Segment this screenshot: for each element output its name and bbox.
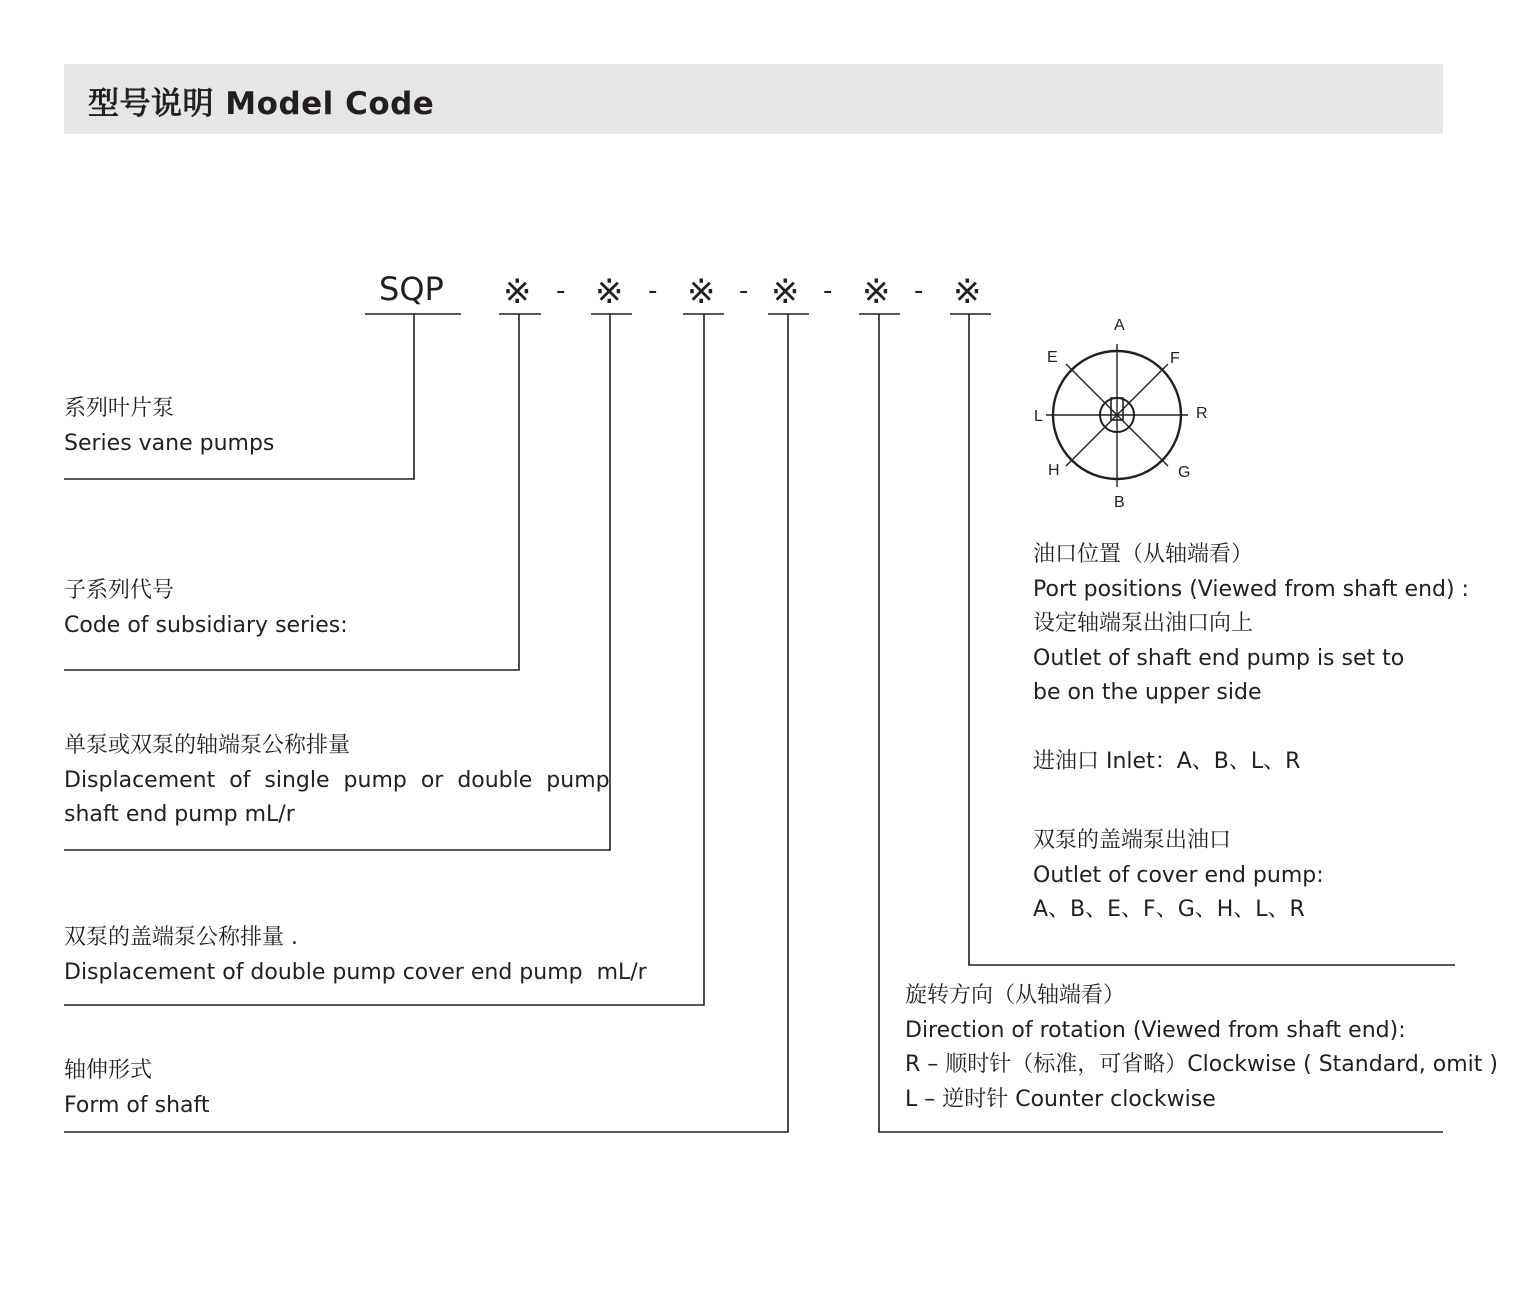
code-separator: - [823, 276, 833, 306]
port-label-l: L [1034, 408, 1043, 425]
code-separator: - [556, 276, 566, 306]
ports-cover-zh: 双泵的盖端泵出油口 [1033, 828, 1232, 853]
code-placeholder-5: ※ [862, 272, 891, 312]
field-series-zh: 系列叶片泵 [64, 396, 175, 421]
field-shaft-form [64, 1054, 209, 1123]
field-shaft-displacement-en1: Displacement of single pump or double pump [64, 767, 610, 793]
field-shaft-displacement-en2: shaft end pump mL/r [64, 802, 295, 827]
code-placeholder-6: ※ [953, 272, 982, 312]
port-label-a: A [1114, 317, 1125, 334]
ports-inlet: 进油口 Inlet：A、B、L、R [1033, 749, 1301, 774]
port-label-b: B [1114, 494, 1125, 511]
ports-cover-en: Outlet of cover end pump: [1033, 862, 1324, 888]
ports-cover-list: A、B、E、F、G、H、L、R [1033, 897, 1305, 922]
field-subsidiary-zh: 子系列代号 [64, 578, 175, 603]
field-rotation-r: R – 顺时针（标准，可省略）Clockwise ( Standard, omit ) [905, 1052, 1498, 1077]
code-placeholder-2: ※ [595, 272, 624, 312]
code-separator: - [914, 276, 924, 306]
section-title: 型号说明 Model Code [88, 86, 435, 122]
code-prefix: SQP [379, 270, 444, 308]
field-rotation-l: L – 逆时针 Counter clockwise [905, 1086, 1216, 1112]
field-series-en: Series vane pumps [64, 430, 275, 456]
port-label-r: R [1196, 405, 1208, 422]
field-rotation-zh: 旋转方向（从轴端看） [905, 983, 1126, 1008]
field-cover-displacement-zh: 双泵的盖端泵公称排量 . [64, 925, 298, 950]
field-subsidiary [64, 574, 348, 643]
field-shaft-form-zh: 轴伸形式 [64, 1058, 153, 1083]
ports-set-en2: be on the upper side [1033, 680, 1262, 705]
field-cover-displacement-en: Displacement of double pump cover end pump mL/r [64, 959, 647, 985]
code-placeholder-4: ※ [771, 272, 800, 312]
field-subsidiary-en: Code of subsidiary series: [64, 612, 348, 638]
port-label-h: H [1048, 462, 1060, 479]
ports-position-en: Port positions (Viewed from shaft end) : [1033, 576, 1469, 602]
field-cover-displacement [64, 921, 647, 990]
ports-set-zh: 设定轴端泵出油口向上 [1033, 611, 1254, 636]
field-shaft-displacement-zh: 单泵或双泵的轴端泵公称排量 [64, 733, 351, 758]
field-shaft-displacement [64, 729, 610, 833]
field-ports [1033, 538, 1469, 711]
port-label-g: G [1178, 464, 1191, 481]
ports-set-en1: Outlet of shaft end pump is set to [1033, 645, 1405, 671]
field-shaft-form-en: Form of shaft [64, 1092, 210, 1118]
field-rotation-en: Direction of rotation (Viewed from shaft end): [905, 1017, 1406, 1043]
field-cover-outlet [1033, 824, 1324, 928]
code-placeholder-1: ※ [503, 272, 532, 312]
code-separator: - [739, 276, 749, 306]
ports-position-zh: 油口位置（从轴端看） [1033, 542, 1254, 567]
field-rotation [905, 979, 1498, 1117]
code-placeholder-3: ※ [687, 272, 716, 312]
port-label-e: E [1047, 349, 1058, 366]
port-label-f: F [1170, 350, 1180, 367]
port-diagram [1046, 344, 1191, 487]
field-series [64, 392, 274, 461]
code-separator: - [648, 276, 658, 306]
